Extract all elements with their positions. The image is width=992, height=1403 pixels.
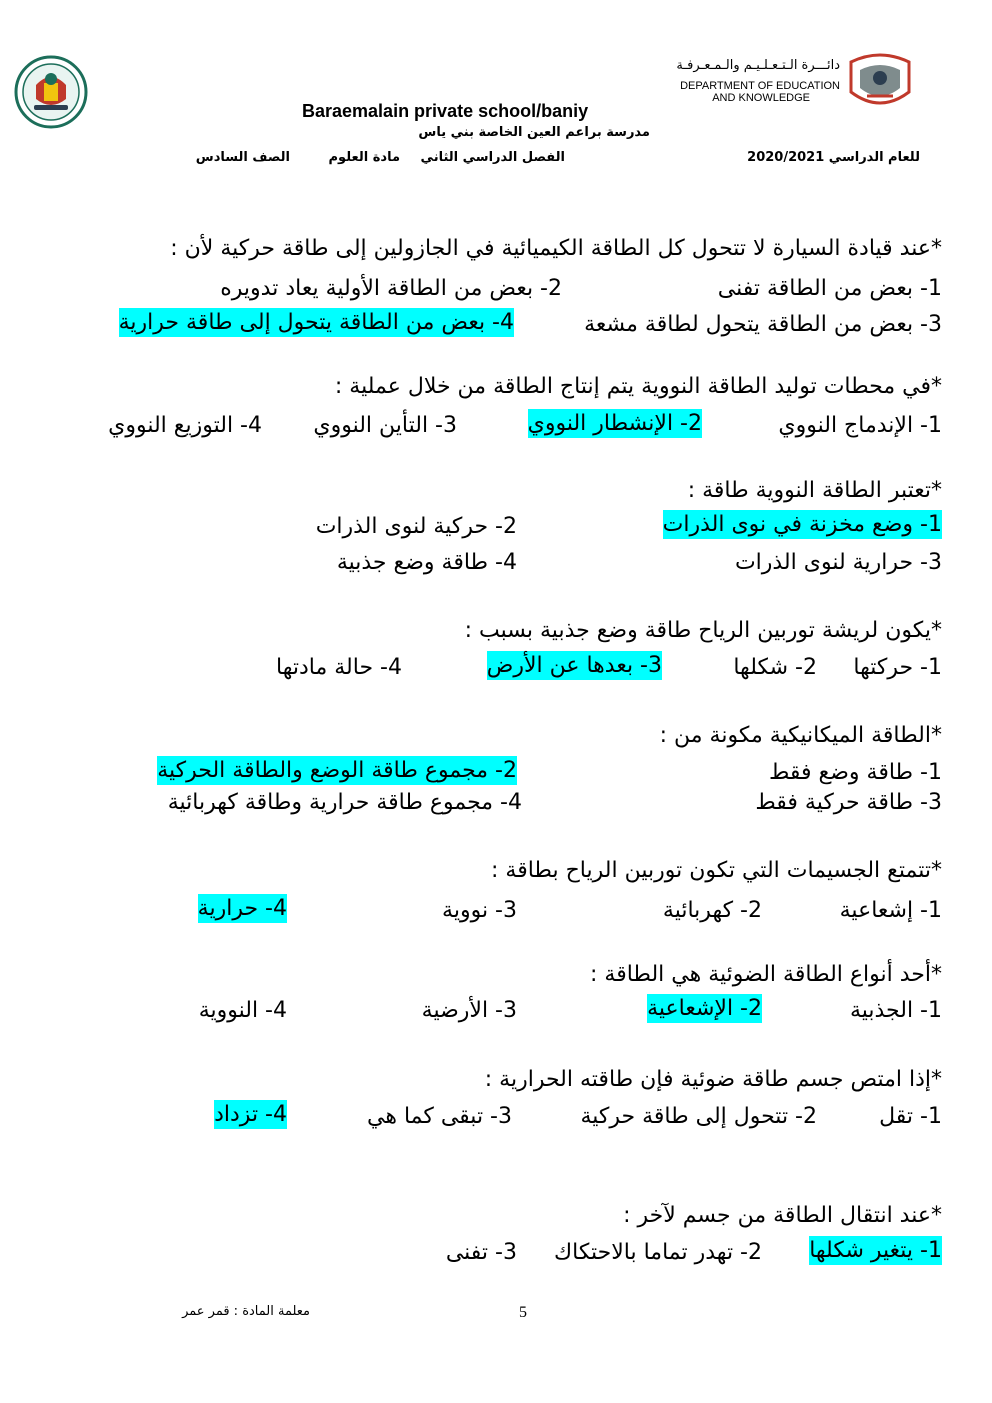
page-number: 5: [519, 1304, 527, 1321]
department-name-en-2: AND KNOWLEDGE: [712, 92, 810, 104]
question-4-option-2: 2- شكلها: [733, 655, 817, 680]
question-3-option-2: 2- حركية لنوى الذرات: [315, 514, 517, 539]
question-8-option-2: 2- تتحول إلى طاقة حركية: [580, 1104, 817, 1129]
department-logo: [845, 52, 915, 112]
question-2-option-1: 1- الإندماج النووي: [778, 413, 942, 438]
question-6-option-2: 2- كهربائية: [662, 898, 762, 923]
question-7-text: *أحد أنواع الطاقة الضوئية هي الطاقة :: [590, 962, 942, 987]
question-7-option-1: 1- الجذبية: [849, 998, 942, 1023]
question-1-text: *عند قيادة السيارة لا تتحول كل الطاقة الكيميائية في الجازولين إلى طاقة حركية لأن :: [170, 236, 942, 261]
question-4-text: *يكون لريشة توربين الرياح طاقة وضع جذبية بسبب :: [464, 618, 942, 643]
question-5-option-4: 4- مجموع طاقة حرارية وطاقة كهربائية: [167, 790, 522, 815]
question-5-text: *الطاقة الميكانيكية مكونة من :: [659, 723, 942, 748]
school-name-en: Baraemalain private school/baniy: [302, 101, 589, 121]
question-9-option-3: 3- تفنى: [445, 1240, 517, 1265]
school-logo: [14, 55, 88, 129]
question-2-option-2-answer: 2- الإنشطار النووي: [527, 411, 702, 436]
question-8-option-3: 3- تبقى كما هي: [367, 1104, 512, 1129]
department-name-ar: دائـــرة الـتـعـلـيـم والـمـعـرفـة: [676, 58, 840, 73]
grade: الصف السادس: [195, 150, 290, 165]
question-2-option-4: 4- التوزيع النووي: [108, 413, 262, 438]
question-3-text: *تعتبر الطاقة النووية طاقة :: [687, 478, 942, 503]
question-3-option-3: 3- حرارية لنوى الذرات: [734, 550, 942, 575]
question-2-option-3: 3- التأين النووي: [313, 413, 457, 438]
academic-year: للعام الدراسي 2020/2021: [747, 150, 920, 165]
question-1-option-2: 2- بعض من الطاقة الأولية يعاد تدويره: [220, 276, 562, 301]
question-9-text: *عند انتقال الطاقة من جسم لآخر :: [623, 1203, 942, 1228]
question-4-option-1: 1- حركتها: [853, 655, 942, 680]
question-3-option-1-answer: 1- وضع مخزنة في نوى الذرات: [662, 512, 942, 537]
question-1-option-3: 3- بعض من الطاقة يتحول لطاقة مشعة: [584, 312, 942, 337]
question-2-text: *في محطات توليد الطاقة النووية يتم إنتاج الطاقة من خلال عملية :: [334, 374, 942, 399]
subject: مادة العلوم: [328, 150, 400, 165]
question-6-option-1: 1- إشعاعية: [839, 898, 942, 923]
question-9-option-1-answer: 1- يتغير شكلها: [809, 1238, 942, 1263]
question-8-text: *إذا امتص جسم طاقة ضوئية فإن طاقته الحرارية :: [484, 1067, 942, 1092]
question-8-option-4-answer: 4- تزداد: [214, 1102, 287, 1127]
question-5-option-1: 1- طاقة وضع فقط: [769, 760, 942, 785]
school-name-ar: مدرسة براعم العين الخاصة بني ياس: [418, 125, 650, 140]
question-5-option-3: 3- طاقة حركية فقط: [755, 790, 942, 815]
question-7-option-2-answer: 2- الإشعاعية: [647, 996, 762, 1021]
department-name-en-1: DEPARTMENT OF EDUCATION: [680, 80, 840, 92]
question-9-option-2: 2- تهدر تماما بالاحتكاك: [554, 1240, 762, 1265]
question-1-option-4-answer: 4- بعض من الطاقة يتحول إلى طاقة حرارية: [118, 310, 514, 335]
question-6-option-3: 3- نووية: [442, 898, 517, 923]
question-6-text: *تتمتع الجسيمات التي تكون توربين الرياح بطاقة :: [491, 858, 942, 883]
question-4-option-4: 4- حالة مادتها: [276, 655, 402, 680]
teacher-name: معلمة المادة : قمر عمر: [182, 1304, 310, 1319]
question-7-option-4: 4- النووية: [198, 998, 287, 1023]
semester: الفصل الدراسي الثاني: [420, 150, 565, 165]
question-5-option-2-answer: 2- مجموع طاقة الوضع والطاقة الحركية: [157, 758, 517, 783]
question-6-option-4-answer: 4- حرارية: [197, 896, 287, 921]
question-7-option-3: 3- الأرضية: [421, 998, 517, 1023]
question-8-option-1: 1- تقل: [879, 1104, 942, 1129]
question-4-option-3-answer: 3- بعدها عن الأرض: [486, 653, 662, 678]
question-1-option-1: 1- بعض من الطاقة تفنى: [717, 276, 942, 301]
question-3-option-4: 4- طاقة وضع جذبية: [336, 550, 517, 575]
